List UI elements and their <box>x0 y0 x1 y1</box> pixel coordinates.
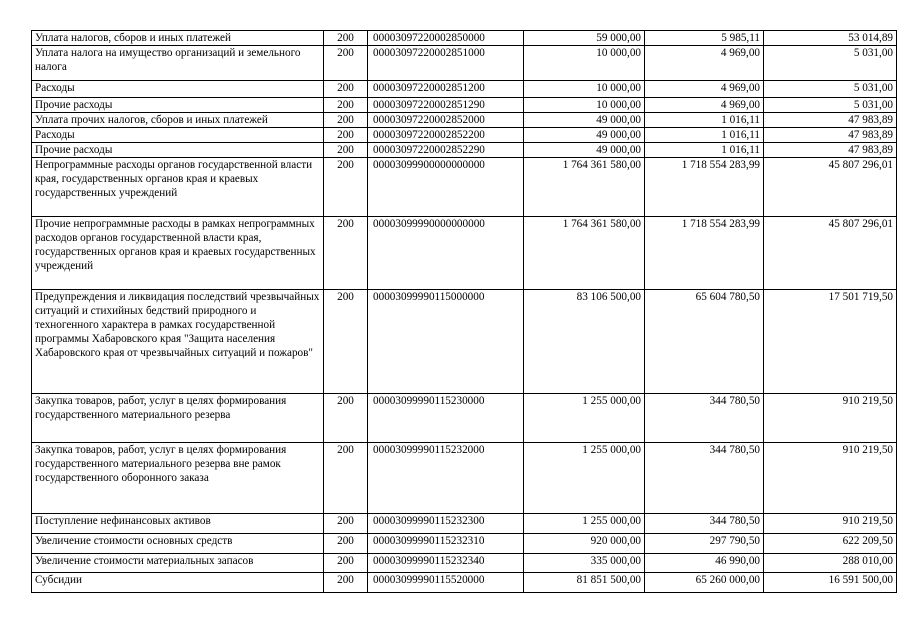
row-approved: 49 000,00 <box>524 128 645 143</box>
table-row <box>32 573 897 593</box>
row-name: Увеличение стоимости основных средств <box>32 534 324 554</box>
row-kbk: 00003099990000000000 <box>368 217 524 290</box>
row-approved: 1 255 000,00 <box>524 514 645 534</box>
row-code: 200 <box>324 143 368 158</box>
row-approved: 335 000,00 <box>524 554 645 573</box>
row-executed: 344 780,50 <box>645 394 764 443</box>
row-kbk: 00003097220002850000 <box>368 31 524 46</box>
row-kbk: 00003099990115232300 <box>368 514 524 534</box>
row-name: Субсидии <box>32 573 324 593</box>
row-code: 200 <box>324 290 368 394</box>
table-row <box>32 128 897 143</box>
row-unexecuted: 47 983,89 <box>764 143 897 158</box>
row-name: Предупреждения и ликвидация последствий чрезвычайных ситуаций и стихийных бедствий природного и техногенного характера в рамках государственной программы Хабаровского края "Защита населения Хабаровского края от чрезвычайных ситуаций и пожаров" <box>32 290 324 394</box>
row-kbk: 00003099990115232310 <box>368 534 524 554</box>
table-row <box>32 158 897 217</box>
table-row <box>32 31 897 46</box>
table-row <box>32 290 897 394</box>
row-executed: 65 260 000,00 <box>645 573 764 593</box>
row-code: 200 <box>324 534 368 554</box>
row-code: 200 <box>324 158 368 217</box>
row-name: Закупка товаров, работ, услуг в целях формирования государственного материального резерва <box>32 394 324 443</box>
row-unexecuted: 288 010,00 <box>764 554 897 573</box>
row-kbk: 00003099990115520000 <box>368 573 524 593</box>
table-row <box>32 394 897 443</box>
row-approved: 1 255 000,00 <box>524 443 645 514</box>
row-approved: 83 106 500,00 <box>524 290 645 394</box>
row-executed: 4 969,00 <box>645 98 764 113</box>
row-name: Прочие расходы <box>32 98 324 113</box>
row-code: 200 <box>324 394 368 443</box>
row-name: Закупка товаров, работ, услуг в целях формирования государственного материального резерва вне рамок государственного оборонного заказа <box>32 443 324 514</box>
row-code: 200 <box>324 554 368 573</box>
table-row <box>32 534 897 554</box>
row-executed: 46 990,00 <box>645 554 764 573</box>
row-unexecuted: 622 209,50 <box>764 534 897 554</box>
row-code: 200 <box>324 573 368 593</box>
row-executed: 1 718 554 283,99 <box>645 217 764 290</box>
row-approved: 10 000,00 <box>524 46 645 81</box>
row-unexecuted: 5 031,00 <box>764 81 897 98</box>
row-approved: 10 000,00 <box>524 81 645 98</box>
row-unexecuted: 910 219,50 <box>764 394 897 443</box>
row-executed: 5 985,11 <box>645 31 764 46</box>
row-approved: 49 000,00 <box>524 113 645 128</box>
row-executed: 297 790,50 <box>645 534 764 554</box>
table-row <box>32 81 897 98</box>
row-name: Прочие расходы <box>32 143 324 158</box>
row-unexecuted: 5 031,00 <box>764 46 897 81</box>
row-unexecuted: 45 807 296,01 <box>764 217 897 290</box>
row-code: 200 <box>324 46 368 81</box>
row-code: 200 <box>324 113 368 128</box>
row-unexecuted: 910 219,50 <box>764 443 897 514</box>
row-kbk: 00003099990115232340 <box>368 554 524 573</box>
row-executed: 344 780,50 <box>645 514 764 534</box>
row-name: Уплата прочих налогов, сборов и иных платежей <box>32 113 324 128</box>
row-kbk: 00003099990115000000 <box>368 290 524 394</box>
row-approved: 1 764 361 580,00 <box>524 217 645 290</box>
table-body <box>32 31 897 593</box>
table-row <box>32 554 897 573</box>
row-unexecuted: 5 031,00 <box>764 98 897 113</box>
table-row <box>32 143 897 158</box>
row-unexecuted: 17 501 719,50 <box>764 290 897 394</box>
row-name: Поступление нефинансовых активов <box>32 514 324 534</box>
row-executed: 4 969,00 <box>645 81 764 98</box>
row-unexecuted: 53 014,89 <box>764 31 897 46</box>
row-code: 200 <box>324 443 368 514</box>
row-name: Прочие непрограммные расходы в рамках непрограммных расходов органов государственной власти края, государственных органов края и краевых государственных учреждений <box>32 217 324 290</box>
row-name: Уплата налогов, сборов и иных платежей <box>32 31 324 46</box>
row-code: 200 <box>324 217 368 290</box>
row-kbk: 00003097220002852000 <box>368 113 524 128</box>
row-approved: 1 764 361 580,00 <box>524 158 645 217</box>
table-row <box>32 217 897 290</box>
row-unexecuted: 47 983,89 <box>764 113 897 128</box>
row-kbk: 00003097220002852290 <box>368 143 524 158</box>
row-executed: 4 969,00 <box>645 46 764 81</box>
row-code: 200 <box>324 514 368 534</box>
row-code: 200 <box>324 98 368 113</box>
row-kbk: 00003099990115230000 <box>368 394 524 443</box>
row-executed: 1 016,11 <box>645 143 764 158</box>
row-unexecuted: 45 807 296,01 <box>764 158 897 217</box>
row-executed: 65 604 780,50 <box>645 290 764 394</box>
row-unexecuted: 16 591 500,00 <box>764 573 897 593</box>
row-kbk: 00003099990115232000 <box>368 443 524 514</box>
row-kbk: 00003099900000000000 <box>368 158 524 217</box>
row-kbk: 00003097220002852200 <box>368 128 524 143</box>
row-name: Увеличение стоимости материальных запасов <box>32 554 324 573</box>
row-executed: 1 718 554 283,99 <box>645 158 764 217</box>
row-executed: 1 016,11 <box>645 128 764 143</box>
row-approved: 81 851 500,00 <box>524 573 645 593</box>
row-executed: 1 016,11 <box>645 113 764 128</box>
table-row <box>32 443 897 514</box>
row-name: Расходы <box>32 128 324 143</box>
table-row <box>32 514 897 534</box>
row-code: 200 <box>324 81 368 98</box>
row-approved: 49 000,00 <box>524 143 645 158</box>
row-executed: 344 780,50 <box>645 443 764 514</box>
table-row <box>32 46 897 81</box>
row-name: Уплата налога на имущество организаций и земельного налога <box>32 46 324 81</box>
row-kbk: 00003097220002851200 <box>368 81 524 98</box>
table-row <box>32 98 897 113</box>
table-row <box>32 113 897 128</box>
row-approved: 1 255 000,00 <box>524 394 645 443</box>
row-kbk: 00003097220002851290 <box>368 98 524 113</box>
budget-execution-table <box>31 30 897 593</box>
row-name: Расходы <box>32 81 324 98</box>
row-code: 200 <box>324 31 368 46</box>
row-approved: 920 000,00 <box>524 534 645 554</box>
row-unexecuted: 910 219,50 <box>764 514 897 534</box>
row-code: 200 <box>324 128 368 143</box>
row-approved: 10 000,00 <box>524 98 645 113</box>
row-kbk: 00003097220002851000 <box>368 46 524 81</box>
row-approved: 59 000,00 <box>524 31 645 46</box>
row-name: Непрограммные расходы органов государственной власти края, государственных органов края и краевых государственных учреждений <box>32 158 324 217</box>
row-unexecuted: 47 983,89 <box>764 128 897 143</box>
